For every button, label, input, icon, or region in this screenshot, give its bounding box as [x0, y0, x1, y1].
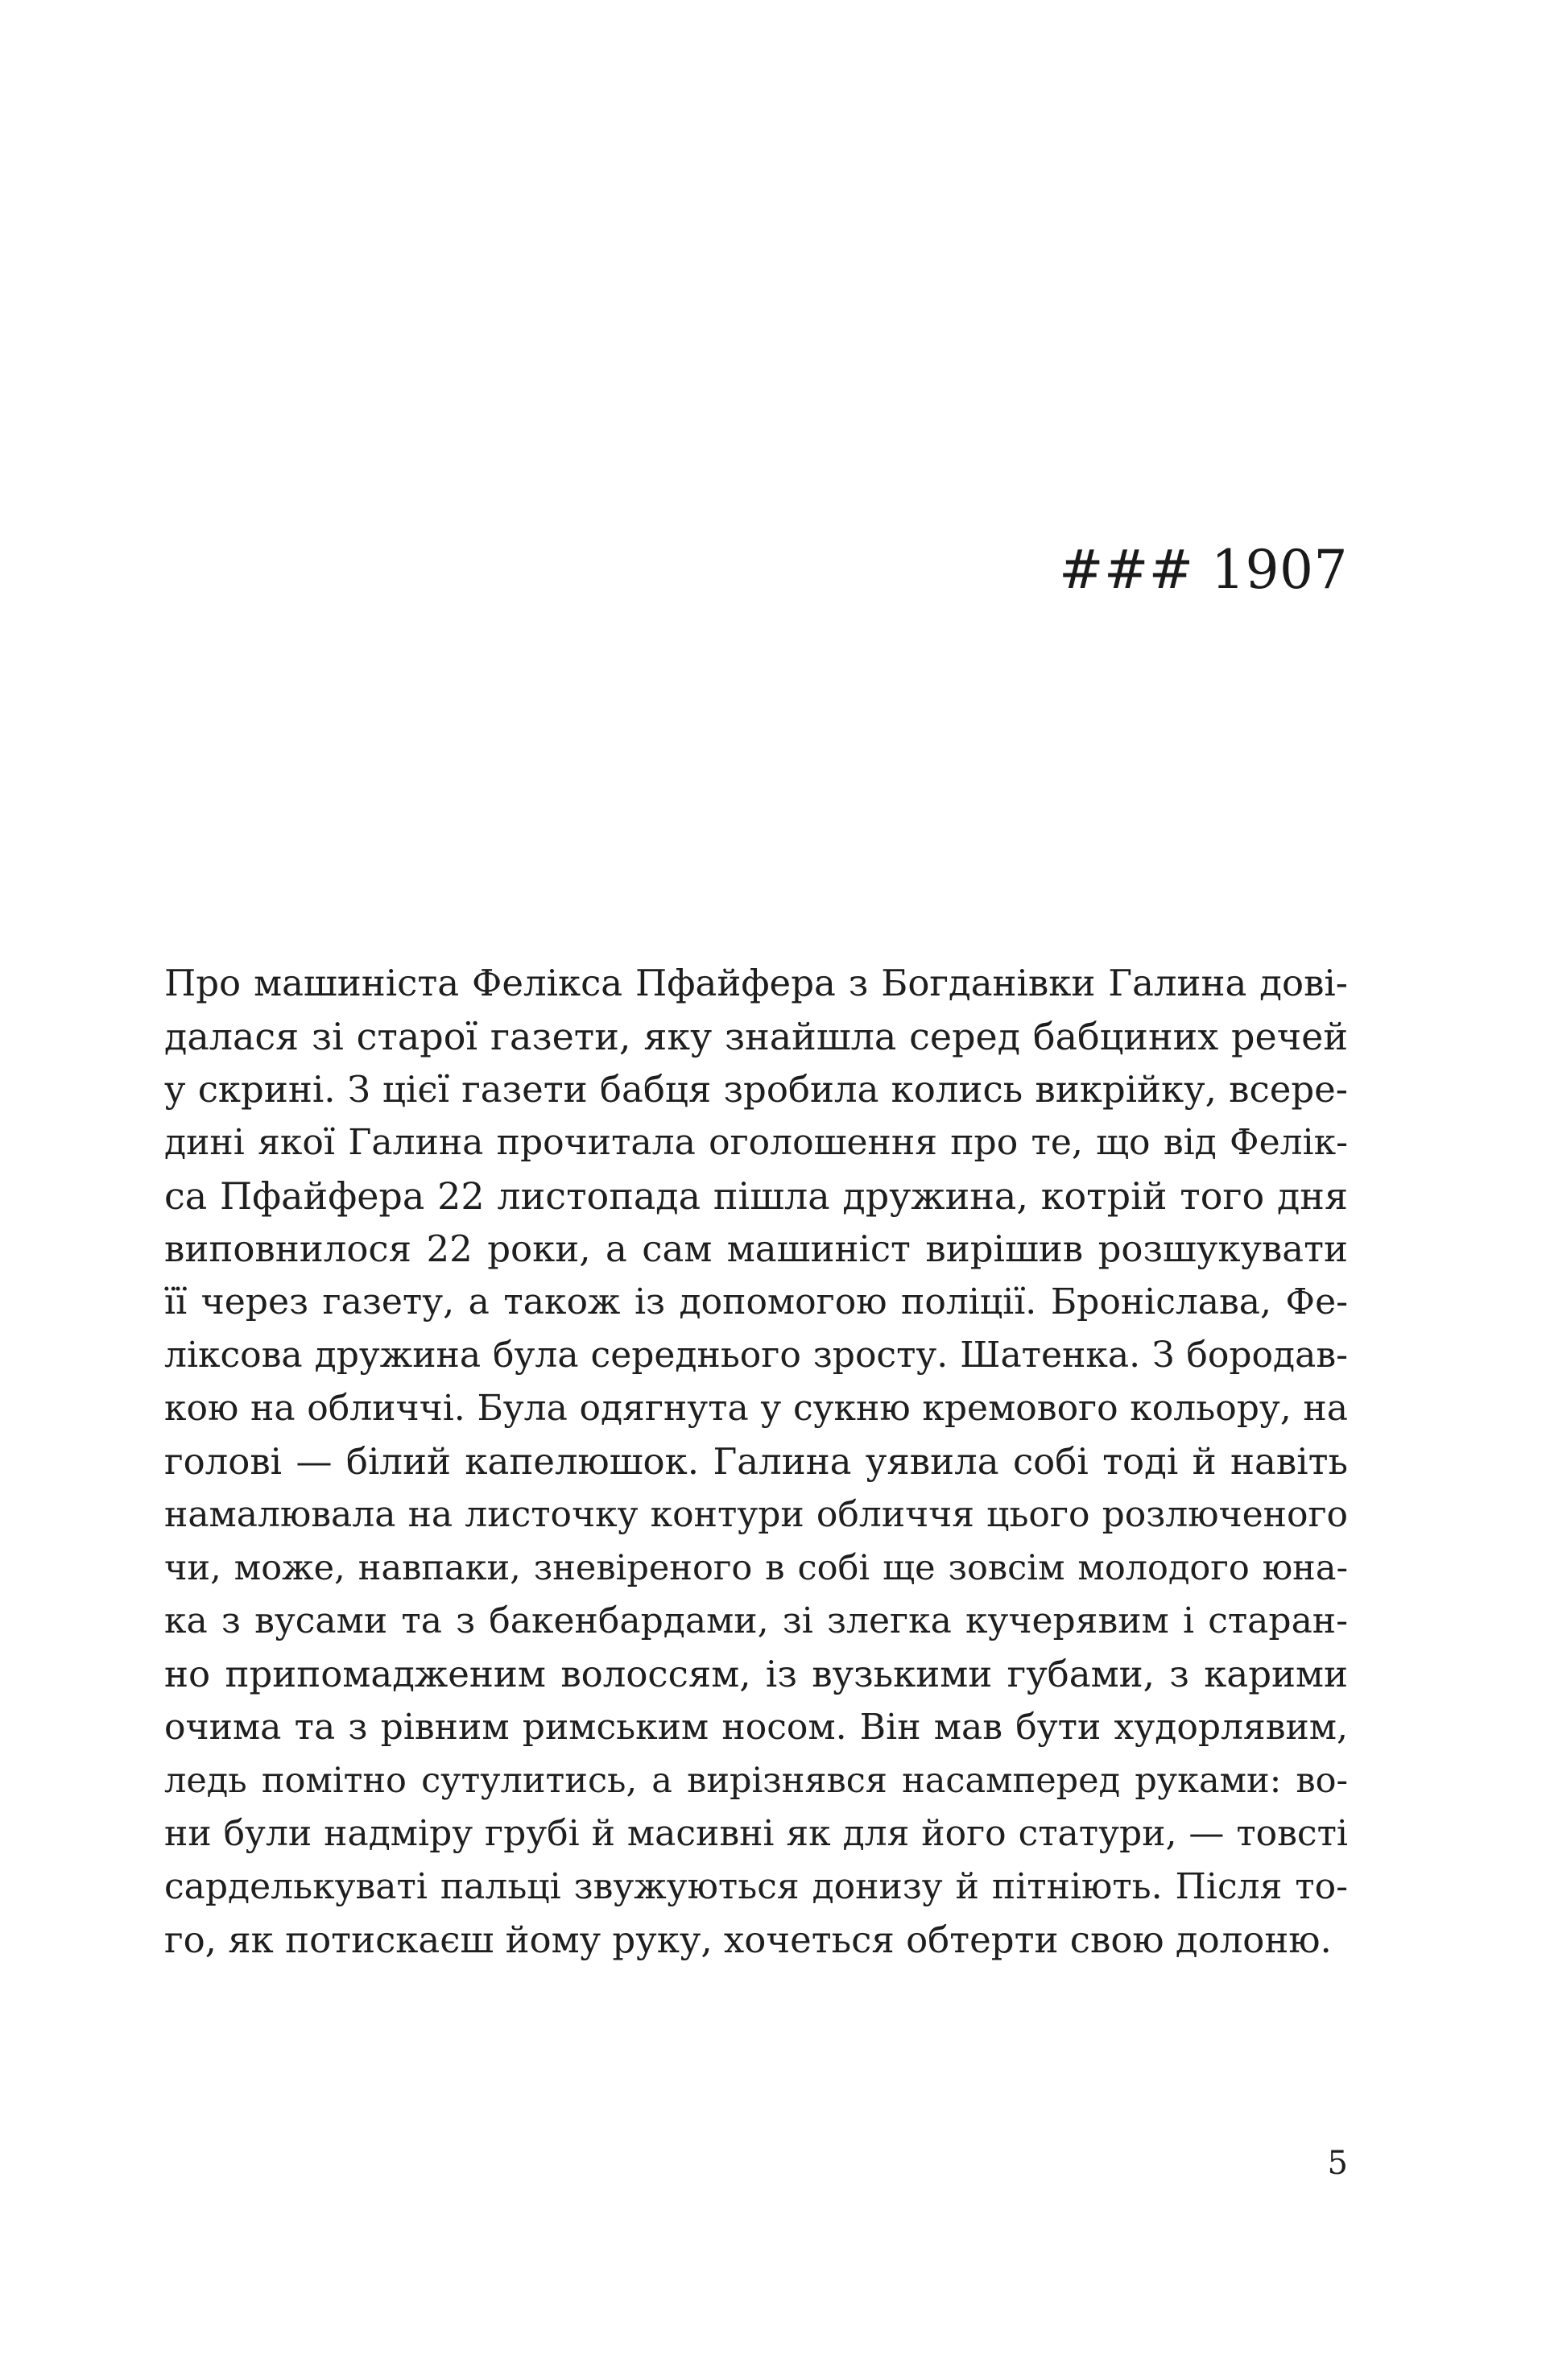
text-line: ліксова дружина була середнього зросту. Шатенка. З бородав-	[164, 1335, 1348, 1376]
chapter-heading: ### 1907	[1059, 539, 1348, 601]
text-line: но припомадженим волоссям, із вузькими губами, з карими	[164, 1653, 1348, 1695]
text-line: сарделькуваті пальці звужуються донизу й пітніють. Після то-	[164, 1866, 1348, 1907]
text-line: її через газету, а також із допомогою поліції. Броніслава, Фе-	[164, 1281, 1348, 1322]
text-line: кою на обличчі. Була одягнута у сукню кремового кольору, на	[164, 1388, 1348, 1429]
text-line: далася зі старої газети, яку знайшла серед бабциних речей	[164, 1015, 1348, 1058]
text-line: намалювала на листочку контури обличчя цього розлюченого	[164, 1494, 1348, 1535]
text-line: Про машиніста Фелікса Пфайфера з Богданівки Галина дові-	[164, 962, 1348, 1004]
text-line: ни були надміру грубі й масивні як для його статури, — товсті	[164, 1813, 1348, 1854]
page-number: 5	[1327, 2145, 1348, 2182]
text-line: са Пфайфера 22 листопада пішла дружина, котрій того дня	[164, 1174, 1348, 1218]
text-line: чи, може, навпаки, зневіреного в собі ще зовсім молодого юна-	[164, 1548, 1348, 1588]
text-line: дині якої Галина прочитала оголошення про те, що від Фелік-	[164, 1122, 1348, 1163]
text-line: ледь помітно сутулитись, а вирізнявся насамперед руками: во-	[164, 1761, 1348, 1801]
text-line: очима та з рівним римським носом. Він мав бути худорлявим,	[164, 1707, 1348, 1748]
text-line: ка з вусами та з бакенбардами, зі злегка кучерявим і старан-	[164, 1600, 1348, 1641]
text-line: виповнилося 22 роки, а сам машиніст вирішив розшукувати	[164, 1227, 1348, 1270]
body-paragraph	[164, 957, 1348, 1967]
text-line: голові — білий капелюшок. Галина уявила собі тоді й навіть	[164, 1440, 1348, 1483]
text-line: го, як потискаєш йому руку, хочеться обтерти свою долоню.	[164, 1918, 1332, 1961]
text-line: у скрині. З цієї газети бабця зробила колись викрійку, всере-	[164, 1068, 1348, 1111]
